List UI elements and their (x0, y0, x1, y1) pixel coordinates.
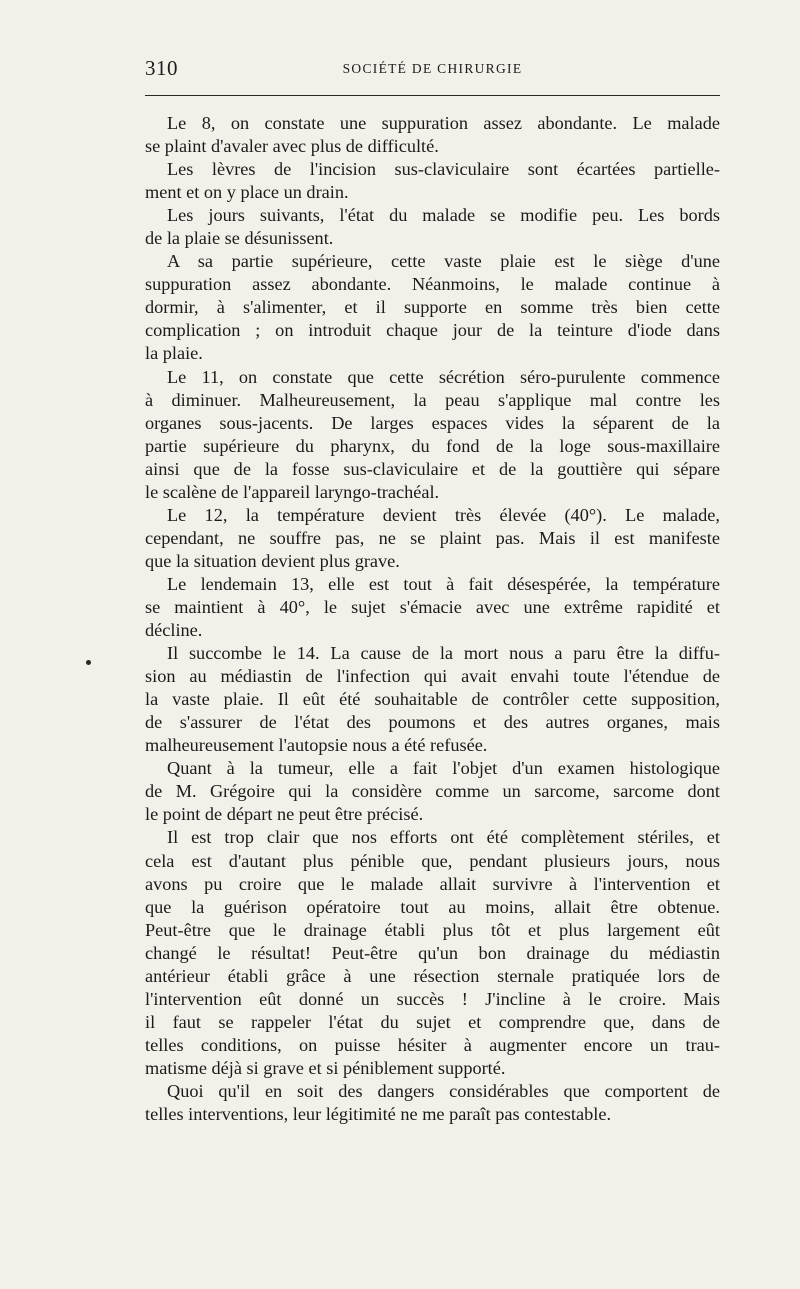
text-line: A sa partie supérieure, cette vaste plaie est le siège d'une (167, 251, 720, 272)
text-line: Le lendemain 13, elle est tout à fait désespérée, la température (167, 573, 720, 594)
text-line: Quant à la tumeur, elle a fait l'objet d'un examen histologique (167, 758, 720, 779)
text-line: à diminuer. Malheureusement, la peau s'applique mal contre les (145, 389, 720, 410)
text-line: Quoi qu'il en soit des dangers considérables que comportent de (167, 1080, 720, 1101)
text-line: Les lèvres de l'incision sus-claviculaire sont écartées partielle- (167, 159, 720, 180)
text-line: Le 11, on constate que cette sécrétion séro-purulente commence (167, 366, 720, 387)
page-number: 310 (145, 56, 178, 80)
text-line: dormir, à s'alimenter, et il supporte en somme très bien cette (145, 297, 720, 318)
text-line: complication ; on introduit chaque jour de la teinture d'iode dans (145, 320, 720, 341)
text-line: Le 8, on constate une suppuration assez abondante. Le malade (167, 113, 720, 133)
text-line: matisme déjà si grave et si péniblement supporté. (145, 1057, 506, 1078)
text-line: avons pu croire que le malade allait survivre à l'intervention et (145, 873, 720, 894)
text-line: changé le résultat! Peut-être qu'un bon drainage du médiastin (145, 942, 720, 963)
text-line: de la plaie se désunissent. (145, 228, 334, 249)
running-title: SOCIÉTÉ DE CHIRURGIE (342, 61, 523, 76)
text-line: l'intervention eût donné un succès ! J'incline à le croire. Mais (145, 988, 720, 1009)
text-line: décline. (145, 620, 203, 641)
text-line: Il est trop clair que nos efforts ont été complètement stériles, et (167, 827, 720, 848)
text-line: cela est d'autant plus pénible que, pendant plusieurs jours, nous (145, 850, 720, 871)
text-line: telles interventions, leur légitimité ne me paraît pas contestable. (145, 1104, 612, 1125)
text-line: il faut se rappeler l'état du sujet et comprendre que, dans de (145, 1011, 720, 1032)
text-line: la plaie. (145, 343, 203, 364)
text-line: de M. Grégoire qui la considère comme un sarcome, sarcome dont (145, 781, 720, 802)
text-line: partie supérieure du pharynx, du fond de la loge sous-maxillaire (145, 435, 720, 456)
text-line: Il succombe le 14. La cause de la mort nous a paru être la diffu- (167, 643, 720, 664)
header-rule (145, 95, 720, 96)
text-line: organes sous-jacents. De larges espaces vides la séparent de la (145, 412, 720, 433)
text-line: ment et on y place un drain. (145, 182, 349, 203)
text-line: Les jours suivants, l'état du malade se modifie peu. Les bords (167, 205, 720, 226)
text-line: se maintient à 40°, le sujet s'émacie avec une extrême rapidité et (145, 596, 720, 617)
text-line: le scalène de l'appareil laryngo-trachéal. (145, 481, 440, 502)
text-line: Le 12, la température devient très élevée (40°). Le malade, (167, 504, 720, 525)
text-line: la vaste plaie. Il eût été souhaitable de contrôler cette supposition, (145, 689, 720, 710)
body-text (145, 112, 720, 1126)
text-line: sion au médiastin de l'infection qui avait envahi toute l'étendue de (145, 666, 720, 687)
margin-mark (86, 660, 91, 665)
text-line: que la guérison opératoire tout au moins, allait être obtenue. (145, 896, 720, 917)
text-line: suppuration assez abondante. Néanmoins, le malade continue à (145, 274, 720, 295)
text-line: ainsi que de la fosse sus-claviculaire et de la gouttière qui sépare (145, 458, 720, 479)
text-line: se plaint d'avaler avec plus de difficulté. (145, 136, 439, 157)
text-line: telles conditions, on puisse hésiter à augmenter encore un trau- (145, 1034, 720, 1055)
text-line: Peut-être que le drainage établi plus tôt et plus largement eût (145, 919, 720, 940)
text-line: le point de départ ne peut être précisé. (145, 804, 424, 825)
text-line: malheureusement l'autopsie nous a été refusée. (145, 735, 488, 756)
text-line: cependant, ne souffre pas, ne se plaint pas. Mais il est manifeste (145, 527, 720, 548)
text-line: que la situation devient plus grave. (145, 550, 400, 571)
page-header (145, 54, 720, 84)
text-line: de s'assurer de l'état des poumons et des autres organes, mais (145, 712, 720, 733)
text-line: antérieur établi grâce à une résection sternale pratiquée lors de (145, 965, 720, 986)
